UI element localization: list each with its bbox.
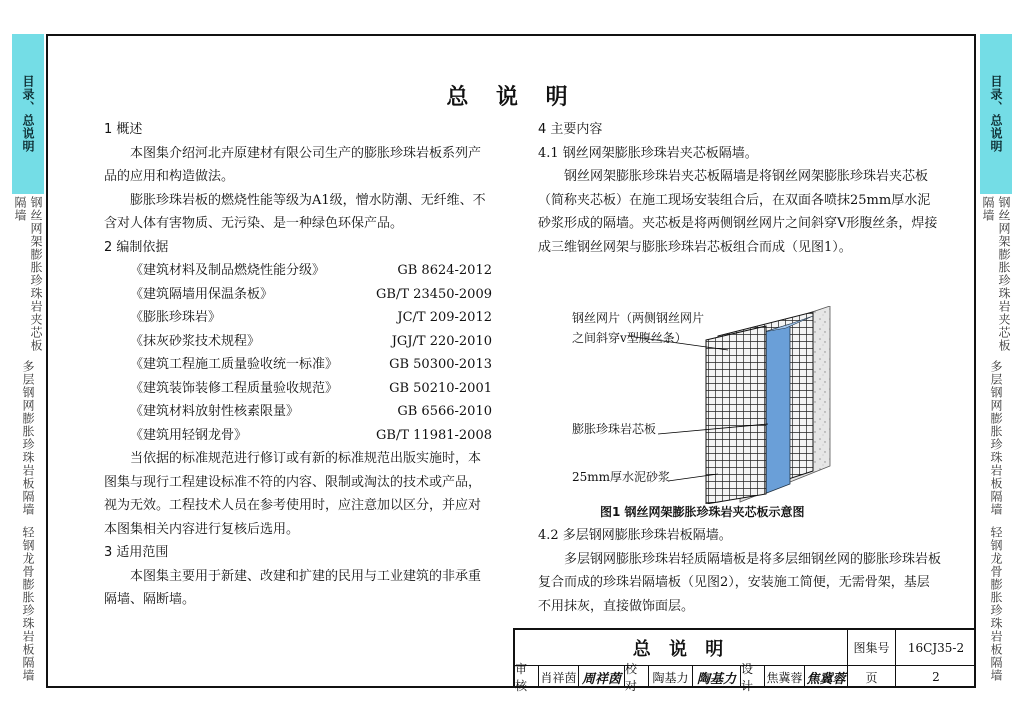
- page-title: 总 说 明: [446, 85, 578, 110]
- standard-row: [104, 259, 492, 283]
- side-tab-contents[interactable]: 目录、总说明: [12, 34, 44, 194]
- standard-name: 《建筑材料放射性核素限量》: [130, 404, 300, 419]
- pearlite-core-board: [764, 324, 790, 494]
- standard-row: [104, 330, 492, 354]
- left-column: [104, 118, 492, 612]
- standard-name: 《建筑工程施工质量验收统一标准》: [130, 357, 339, 372]
- checker-name: 陶基力: [649, 666, 693, 688]
- standard-row: [104, 306, 492, 330]
- side-tab-light-steel-keel[interactable]: 轻钢龙骨膨胀珍珠岩板隔墙: [12, 520, 44, 688]
- figure-1-caption: 图1 钢丝网架膨胀珍珠岩夹芯板示意图: [600, 505, 805, 519]
- standard-row: [104, 283, 492, 307]
- design-label: 设计: [741, 666, 765, 688]
- standard-row: [104, 377, 492, 401]
- standard-code: GB 50300-2013: [389, 357, 492, 372]
- page-label: 页: [848, 666, 896, 688]
- title-block: [513, 628, 976, 693]
- side-tab-multilayer-mesh-right[interactable]: 多层钢网膨胀珍珠岩板隔墙: [980, 358, 1012, 518]
- standard-name: 《建筑用轻钢龙骨》: [130, 427, 248, 443]
- standard-name: 《建筑装饰装修工程质量验收规范》: [130, 380, 339, 396]
- standard-name: 《抹灰砂浆技术规程》: [130, 333, 261, 349]
- standard-row: [104, 353, 492, 377]
- atlas-number: 16CJ35-2: [896, 630, 976, 666]
- section-2-paragraph: 当依据的标准规范进行修订或有新的标准规范出版实施时，本图集与现行工程建设标准不符的内容、限制或淘汰的技术或产品，视为无效。工程技术人员在参考使用时，应注意加以区分，并应对本图集相关内容进行复核后选用。: [104, 451, 482, 537]
- section-1-heading: 1 概述: [104, 122, 143, 137]
- check-label: 校对: [625, 666, 649, 688]
- standard-code: JGJ/T 220-2010: [391, 333, 492, 349]
- standards-list: [104, 259, 492, 447]
- checker-signature: 陶基力: [693, 666, 741, 688]
- standard-name: 《建筑隔墙用保温条板》: [130, 286, 274, 302]
- right-column-bottom: [538, 524, 942, 618]
- figure-label-mortar: 25mm厚水泥砂浆: [572, 470, 671, 484]
- page-number: 2: [932, 670, 940, 684]
- standard-row: [104, 424, 492, 448]
- reviewer-signature: 周祥茵: [579, 666, 625, 688]
- section-2-heading: 2 编制依据: [104, 239, 169, 255]
- atlas-number-label: 图集号: [848, 630, 896, 666]
- section-1-paragraph-1: 本图集介绍河北卉原建材有限公司生产的膨胀珍珠岩板系列产品的应用和构造做法。: [104, 145, 482, 184]
- designer-name: 焦冀蓉: [765, 666, 805, 688]
- section-4-heading: 4 主要内容: [538, 122, 603, 137]
- side-tab-contents-right[interactable]: 目录、总说明: [980, 34, 1012, 194]
- designer-signature: 焦冀蓉: [805, 666, 848, 688]
- standard-row: [104, 400, 492, 424]
- standard-code: GB 8624-2012: [397, 263, 492, 278]
- standard-code: GB 6566-2010: [397, 404, 492, 419]
- section-4-1-heading: 4.1 钢丝网架膨胀珍珠岩夹芯板隔墙。: [538, 145, 758, 161]
- standard-code: GB 50210-2001: [389, 380, 492, 396]
- side-tab-steel-mesh-sandwich[interactable]: 钢丝网架膨胀珍珠岩夹芯板隔墙: [12, 196, 44, 356]
- reviewer-name: 肖祥茵: [539, 666, 579, 688]
- section-3-paragraph: 本图集主要用于新建、改建和扩建的民用与工业建筑的非承重隔墙、隔断墙。: [104, 568, 482, 607]
- section-1-paragraph-2: 膨胀珍珠岩板的燃烧性能等级为A1级，憎水防潮、无纤维、不含对人体有害物质、无污染、是一种绿色环保产品。: [104, 192, 486, 231]
- section-4-2-heading: 4.2 多层钢网膨胀珍珠岩板隔墙。: [538, 528, 732, 543]
- figure-label-mesh-line-1: 钢丝网片（两侧钢丝网片: [572, 311, 705, 325]
- figure-label-core: 膨胀珍珠岩芯板: [572, 422, 657, 436]
- standard-code: GB/T 11981-2008: [376, 427, 492, 443]
- standard-code: GB/T 23450-2009: [376, 286, 492, 302]
- mesh-front-layer: [706, 326, 766, 504]
- figure-label-mesh-line-2: 之间斜穿v型腹丝条）: [572, 331, 687, 345]
- section-3-heading: 3 适用范围: [104, 545, 169, 560]
- side-tab-multilayer-mesh[interactable]: 多层钢网膨胀珍珠岩板隔墙: [12, 358, 44, 518]
- title-block-title: 总 说 明: [515, 630, 848, 666]
- side-tab-light-steel-keel-right[interactable]: 轻钢龙骨膨胀珍珠岩板隔墙: [980, 520, 1012, 688]
- standard-code: JC/T 209-2012: [397, 310, 492, 325]
- review-label: 审核: [515, 666, 539, 688]
- section-4-1-paragraph: 钢丝网架膨胀珍珠岩夹芯板隔墙是将钢丝网架膨胀珍珠岩夹芯板（简称夹芯板）在施工现场安装组合后，在双面各喷抹25mm厚水泥砂浆形成的隔墙。夹芯板是将两侧钢丝网片之间斜穿V形腹丝条，焊接成三维钢丝网架与膨胀珍珠岩芯板组合而成（见图1）。: [538, 169, 938, 255]
- right-column-top: [538, 118, 942, 259]
- standard-name: 《膨胀珍珠岩》: [130, 310, 222, 325]
- standard-name: 《建筑材料及制品燃烧性能分级》: [130, 263, 326, 278]
- side-tab-steel-mesh-sandwich-right[interactable]: 钢丝网架膨胀珍珠岩夹芯板隔墙: [980, 196, 1012, 356]
- section-4-2-paragraph: 多层钢网膨胀珍珠岩轻质隔墙板是将多层细钢丝网的膨胀珍珠岩板复合而成的珍珠岩隔墙板（见图2），安装施工简便，无需骨架，基层不用抹灰，直接做饰面层。: [538, 551, 942, 614]
